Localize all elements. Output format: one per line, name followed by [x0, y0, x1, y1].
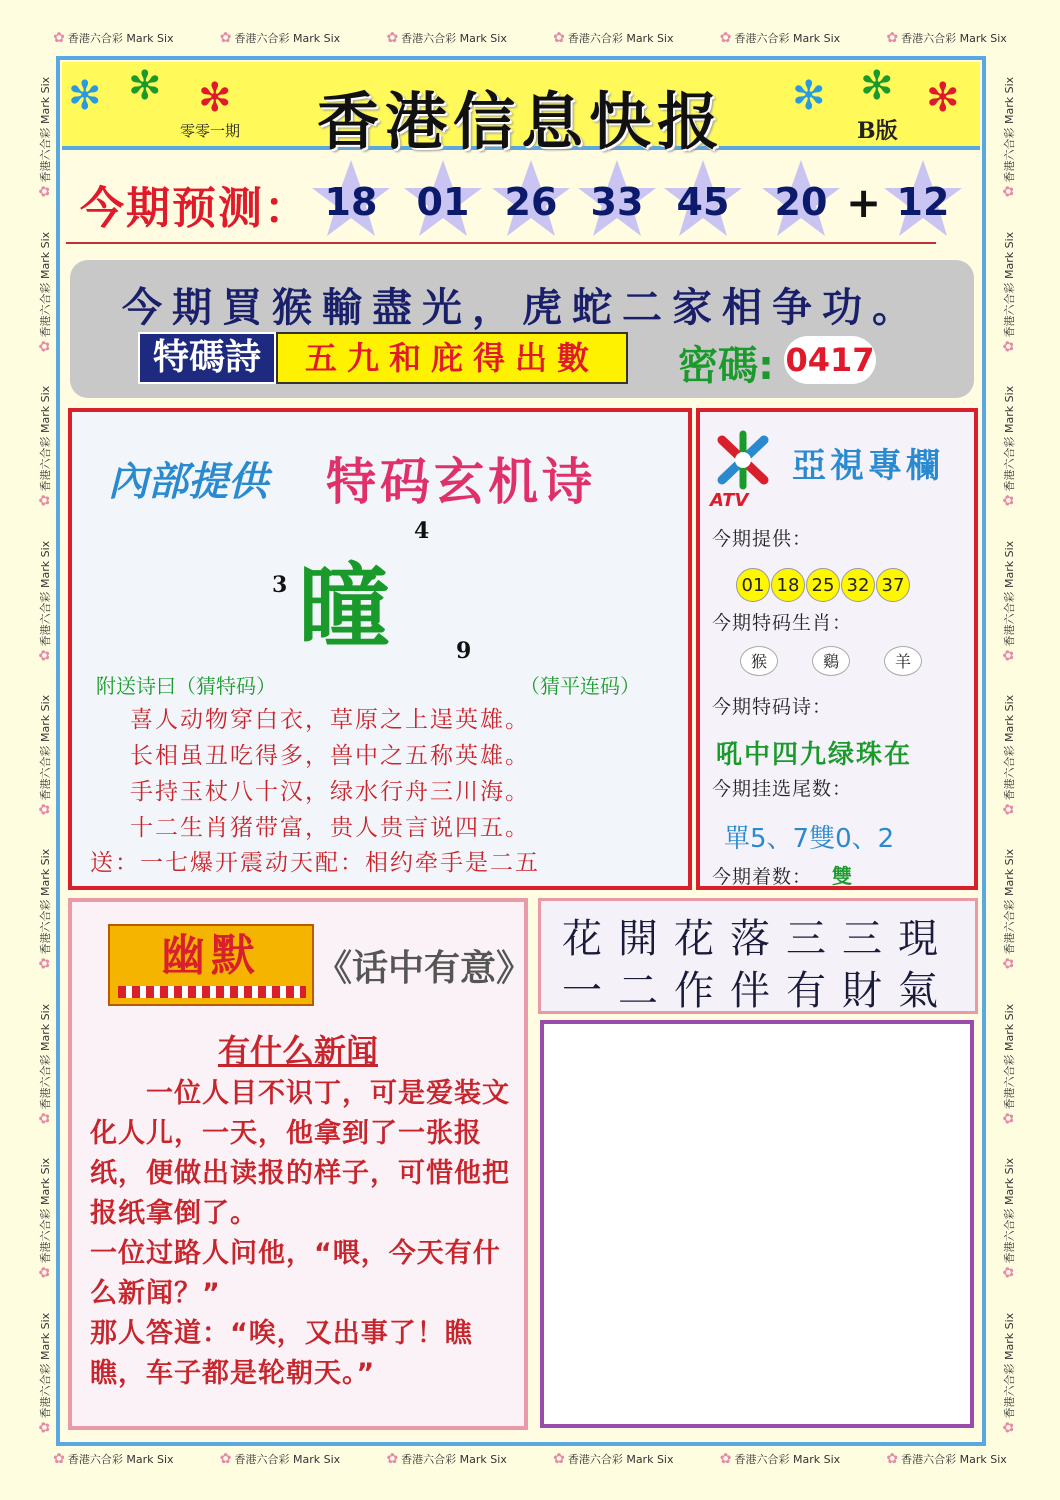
number-star [310, 158, 392, 240]
zodiac-item: 羊 [884, 646, 922, 676]
watermark: ✿ 香港六合彩 Mark Six [886, 1451, 1007, 1467]
watermark: ✿ 香港六合彩 Mark Six [1001, 385, 1017, 507]
atv-logo-text: ATV [710, 490, 749, 511]
watermark: ✿ 香港六合彩 Mark Six [719, 1451, 841, 1467]
watermark-bottom-strip [30, 1446, 1030, 1472]
prediction-number: 45 [676, 180, 730, 224]
zodiac-label: 今期特码生肖： [712, 612, 853, 634]
number-ball: 25 [806, 568, 840, 602]
watermark: ✿ 香港六合彩 Mark Six [886, 30, 1007, 46]
asterisk-icon: ✻ [128, 63, 162, 109]
watermark: ✿ 香港六合彩 Mark Six [37, 231, 53, 352]
watermark: ✿ 香港六合彩 Mark Six [553, 30, 674, 46]
watermark: ✿ 香港六合彩 Mark Six [37, 77, 53, 198]
poem-line: 十二生肖猪带富，贵人贵言说四五。 [130, 815, 530, 841]
watermark: ✿ 香港六合彩 Mark Six [1001, 540, 1017, 661]
edition-label: B版 [857, 118, 898, 144]
hint-number-bottom: 9 [456, 638, 472, 664]
flower-icon: ✿ [37, 957, 53, 970]
watermark: ✿ 香港六合彩 Mark Six [37, 849, 53, 970]
count-value: 雙 [832, 864, 852, 888]
decorative-wave [118, 986, 306, 998]
mystery-title: 特码玄机诗 [326, 452, 596, 511]
flower-icon: ✿ [1001, 649, 1017, 661]
flower-icon: ✿ [37, 803, 53, 816]
flower-icon: ✿ [53, 30, 65, 46]
watermark: ✿ 香港六合彩 Mark Six [1001, 1312, 1017, 1433]
flower-icon: ✿ [219, 30, 232, 46]
provide-label: 今期提供： [712, 528, 813, 550]
humor-story [90, 1074, 522, 1394]
flower-icon: ✿ [37, 185, 53, 198]
prediction-numbers [310, 158, 960, 240]
story-paragraph: 一位人目不识丁，可是爱装文化人儿，一天，他拿到了一张报纸，便做出读报的样子，可惜他把报纸拿倒了。 [90, 1078, 510, 1229]
internal-label: 內部提供 [108, 459, 268, 505]
password-value: 0417 [784, 336, 876, 384]
watermark: ✿ 香港六合彩 Mark Six [37, 1312, 53, 1433]
prediction-number: 26 [504, 180, 558, 224]
watermark: ✿ 香港六合彩 Mark Six [1001, 694, 1017, 816]
number-star [490, 158, 572, 240]
flower-icon: ✿ [886, 30, 899, 46]
humor-badge-text: 幽默 [161, 930, 261, 981]
watermark-top-strip [30, 25, 1030, 51]
tail-label: 今期挂选尾数： [712, 778, 853, 800]
atv-column-box [696, 408, 978, 890]
watermark: ✿ 香港六合彩 Mark Six [553, 1451, 674, 1467]
zodiac-list [740, 646, 922, 676]
number-star [760, 158, 842, 240]
watermark: ✿ 香港六合彩 Mark Six [219, 1451, 341, 1467]
asterisk-icon: ✻ [926, 75, 960, 121]
flower-icon: ✿ [386, 1451, 399, 1467]
tema-poem: 五九和庇得出數 [276, 332, 628, 384]
poem-label: 今期特码诗： [712, 696, 833, 718]
flower-icon: ✿ [37, 1112, 53, 1125]
flower-icon: ✿ [1001, 185, 1017, 198]
watermark: ✿ 香港六合彩 Mark Six [219, 30, 341, 46]
verse-box [538, 898, 978, 1014]
hint-number-left: 3 [272, 572, 288, 598]
flower-icon: ✿ [37, 494, 53, 507]
riddle-character: 曈 [298, 553, 391, 661]
flower-icon: ✿ [719, 1451, 732, 1467]
watermark: ✿ 香港六合彩 Mark Six [386, 30, 507, 46]
humor-subtitle: 《话中有意》 [316, 948, 533, 989]
number-star [662, 158, 744, 240]
news-headline: 有什么新闻 [217, 1032, 378, 1070]
flower-icon: ✿ [37, 1421, 53, 1433]
column-title: 亞視專欄 [792, 446, 944, 486]
watermark: ✿ 香港六合彩 Mark Six [37, 1003, 53, 1125]
watermark: ✿ 香港六合彩 Mark Six [37, 1158, 53, 1279]
subtitle-right: （猜平连码） [520, 674, 640, 698]
tail-numbers: 單5、7雙0、2 [724, 824, 895, 854]
flower-icon: ✿ [1001, 803, 1017, 816]
flower-icon: ✿ [386, 30, 399, 46]
asterisk-icon: ✻ [860, 63, 894, 109]
zodiac-item: 猴 [740, 646, 778, 676]
poem-line: 手持玉杖八十汉，绿水行舟三川海。 [130, 779, 530, 805]
prediction-number: 18 [324, 180, 378, 224]
watermark-right-strip [996, 60, 1022, 1450]
story-paragraph: 那人答道：“唉，又出事了！瞧瞧，车子都是轮朝天。” [90, 1318, 473, 1389]
atv-logo-icon [712, 430, 774, 490]
watermark: ✿ 香港六合彩 Mark Six [37, 694, 53, 816]
tema-poem-text: 吼中四九绿珠在 [716, 740, 913, 770]
prediction-label: 今期预测： [80, 183, 310, 234]
prediction-number: 20 [774, 180, 828, 224]
number-ball: 18 [771, 568, 805, 602]
humor-box [68, 898, 533, 1430]
humor-badge [108, 924, 314, 1006]
prediction-number: 33 [590, 180, 644, 224]
verse-line: 花開花落三三現 [562, 916, 954, 962]
send-line: 送：一七爆开震动天配：相约牵手是二五 [90, 850, 540, 876]
asterisk-icon: ✻ [198, 75, 232, 121]
zodiac-item: 鷄 [812, 646, 850, 676]
blank-panel [540, 1020, 974, 1428]
flower-icon: ✿ [1001, 494, 1017, 507]
tema-label: 特碼詩 [138, 332, 276, 384]
count-label: 今期着数： [712, 866, 813, 888]
poem-lines [130, 702, 670, 846]
watermark: ✿ 香港六合彩 Mark Six [1001, 231, 1017, 352]
flower-icon: ✿ [53, 1451, 65, 1467]
story-paragraph: 一位过路人问他，“喂，今天有什么新闻？” [90, 1238, 501, 1309]
watermark: ✿ 香港六合彩 Mark Six [1001, 849, 1017, 970]
flower-icon: ✿ [719, 30, 732, 46]
flower-icon: ✿ [886, 1451, 899, 1467]
flower-icon: ✿ [553, 30, 565, 46]
number-star [402, 158, 484, 240]
watermark: ✿ 香港六合彩 Mark Six [37, 540, 53, 661]
number-ball: 32 [841, 568, 875, 602]
watermark: ✿ 香港六合彩 Mark Six [1001, 77, 1017, 198]
flower-icon: ✿ [37, 1266, 53, 1279]
special-number: 12 [896, 180, 950, 224]
watermark: ✿ 香港六合彩 Mark Six [53, 30, 174, 46]
watermark: ✿ 香港六合彩 Mark Six [386, 1451, 507, 1467]
watermark: ✿ 香港六合彩 Mark Six [1001, 1158, 1017, 1279]
mystery-poem-box [68, 408, 692, 890]
watermark: ✿ 香港六合彩 Mark Six [1001, 1003, 1017, 1125]
page-title: 香港信息快报 [316, 85, 725, 158]
masthead [62, 62, 980, 158]
flower-icon: ✿ [1001, 340, 1017, 352]
number-star [882, 158, 964, 240]
flower-icon: ✿ [1001, 1112, 1017, 1125]
flower-icon: ✿ [37, 340, 53, 352]
password-label: 密碼: [678, 343, 774, 389]
number-balls [736, 568, 910, 602]
watermark-left-strip [32, 60, 58, 1450]
poem-line: 喜人动物穿白衣，草原之上逞英雄。 [130, 707, 530, 733]
issue-number: 零零一期 [180, 122, 241, 140]
flower-icon: ✿ [1001, 1421, 1017, 1433]
flower-icon: ✿ [37, 649, 53, 661]
number-ball: 01 [736, 568, 770, 602]
slogan-banner [70, 260, 974, 398]
watermark: ✿ 香港六合彩 Mark Six [37, 385, 53, 507]
asterisk-icon: ✻ [792, 73, 826, 119]
divider [66, 242, 936, 244]
flower-icon: ✿ [1001, 1266, 1017, 1279]
slogan-line: 今期買猴輸盡光，虎蛇二家相争功。 [122, 285, 922, 331]
flower-icon: ✿ [1001, 957, 1017, 970]
flower-icon: ✿ [219, 1451, 232, 1467]
subtitle-left: 附送诗曰（猜特码） [96, 674, 276, 698]
watermark: ✿ 香港六合彩 Mark Six [719, 30, 841, 46]
prediction-number: 01 [416, 180, 470, 224]
asterisk-icon: ✻ [68, 73, 102, 119]
plus-sign: + [846, 178, 882, 227]
verse-line: 一二作伴有財氣 [562, 968, 954, 1014]
number-ball: 37 [876, 568, 910, 602]
poem-line: 长相虽丑吃得多，兽中之五称英雄。 [130, 743, 530, 769]
flower-icon: ✿ [553, 1451, 565, 1467]
watermark: ✿ 香港六合彩 Mark Six [53, 1451, 174, 1467]
number-star [576, 158, 658, 240]
hint-number-top: 4 [414, 518, 430, 544]
